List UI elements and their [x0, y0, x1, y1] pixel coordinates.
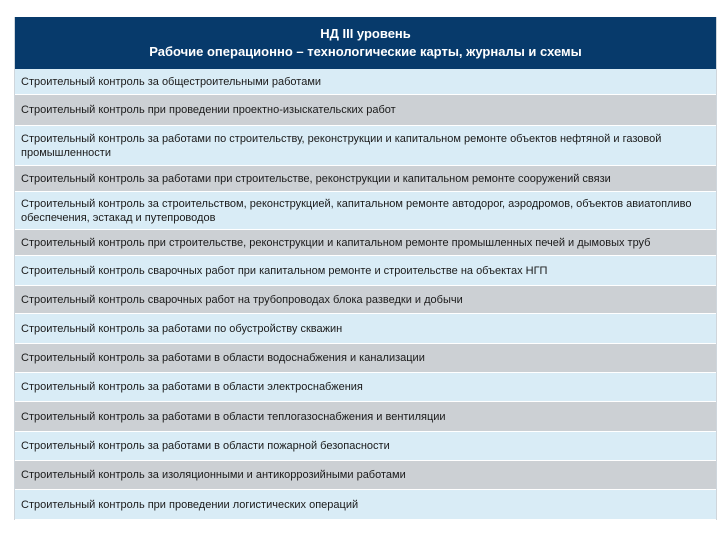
nd-table [14, 17, 717, 520]
table-row: Строительный контроль за работами в области электроснабжения [15, 373, 716, 402]
table-row: Строительный контроль за работами при строительстве, реконструкции и капитальном ремонте сооружений связи [15, 166, 716, 192]
header-subtitle: Рабочие операционно – технологические карты, журналы и схемы [149, 44, 582, 59]
table-row: Строительный контроль при проведении проектно-изыскательских работ [15, 95, 716, 126]
table-row: Строительный контроль за работами в области пожарной безопасности [15, 432, 716, 461]
table-row: Строительный контроль за работами в области теплогазоснабжения и вентиляции [15, 402, 716, 432]
table-row: Строительный контроль за работами по строительству, реконструкции и капитальном ремонте объектов нефтяной и газовой промышленности [15, 126, 716, 166]
table-row: Строительный контроль за изоляционными и антикоррозийными работами [15, 461, 716, 490]
table-row: Строительный контроль за строительством, реконструкцией, капитальном ремонте автодорог, аэродромов, объектов авиатопливо обеспечения, эстакад и путепроводов [15, 192, 716, 230]
table-row: Строительный контроль за работами по обустройству скважин [15, 314, 716, 344]
table-row: Строительный контроль за работами в области водоснабжения и канализации [15, 344, 716, 373]
table-row: Строительный контроль сварочных работ на трубопроводах блока разведки и добычи [15, 286, 716, 314]
table-row: Строительный контроль при проведении логистических операций [15, 490, 716, 520]
table-row: Строительный контроль сварочных работ при капитальном ремонте и строительстве на объектах НГП [15, 256, 716, 286]
header-level-title: НД III уровень [320, 26, 411, 41]
table-row: Строительный контроль при строительстве, реконструкции и капитальном ремонте промышленных печей и дымовых труб [15, 230, 716, 256]
table-header [15, 17, 716, 69]
table-row: Строительный контроль за общестроительными работами [15, 69, 716, 95]
